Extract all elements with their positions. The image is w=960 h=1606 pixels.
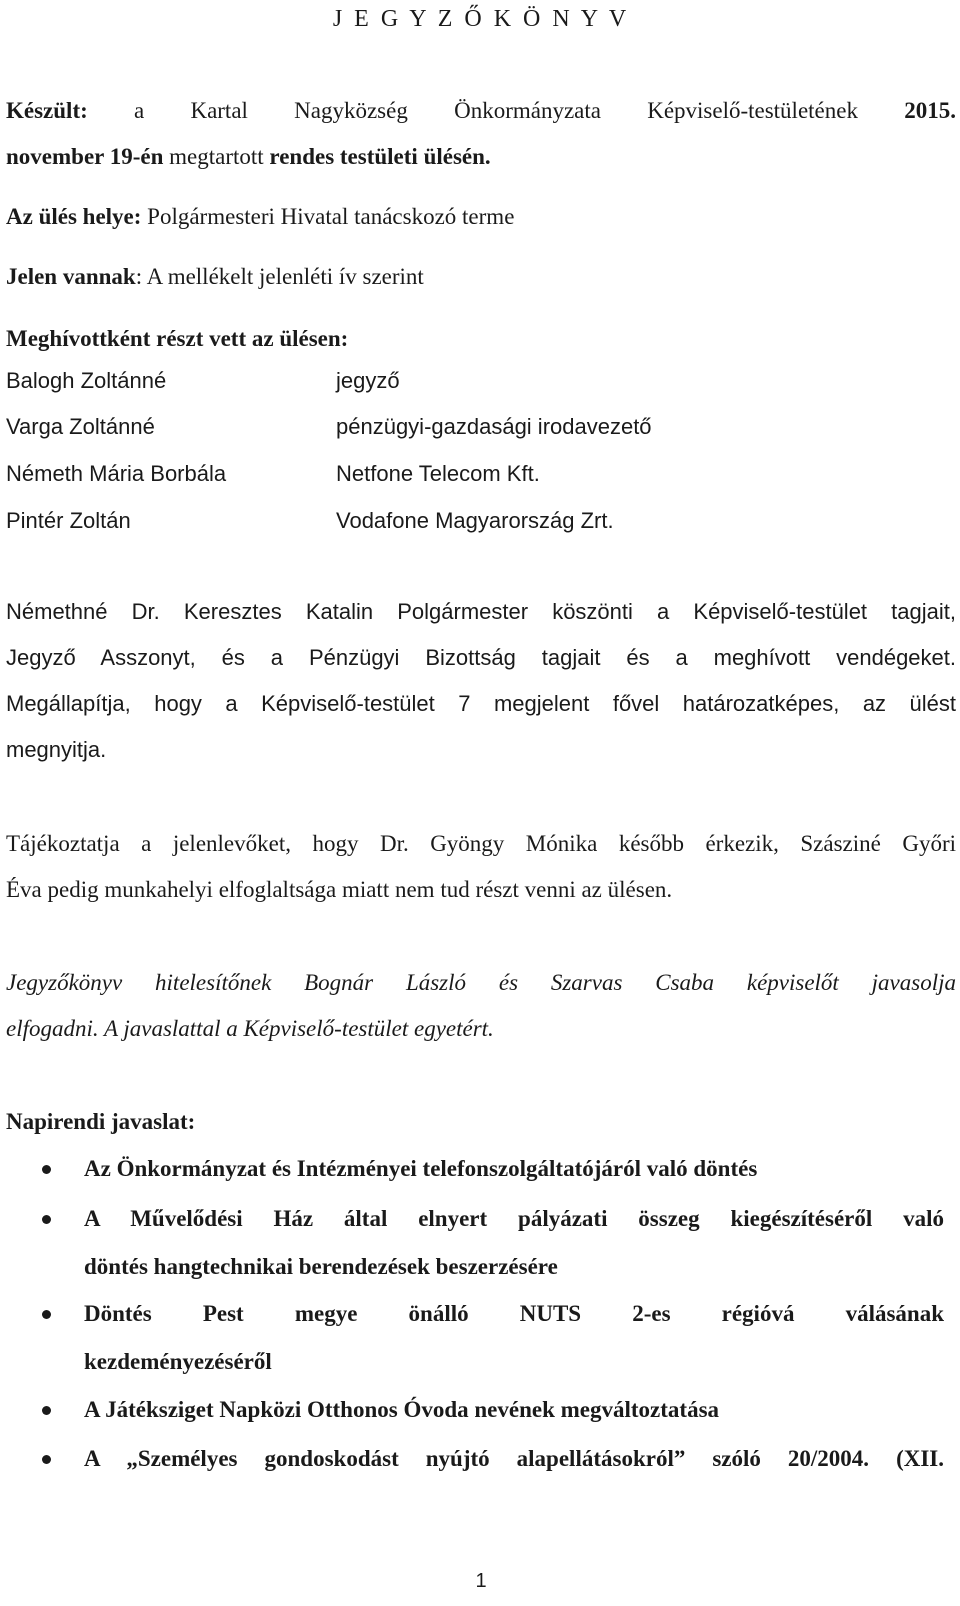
paragraph-line: Jegyzőkönyv hitelesítőnek Bognár László és Szarvas Csaba képviselőt javasolja [6, 970, 956, 995]
prepared-for-line [6, 94, 956, 128]
paragraph-line: Éva pedig munkahelyi elfoglaltsága miatt nem tud részt venni az ülésen. [6, 877, 673, 902]
prepared-word: Nagyközség [294, 98, 408, 123]
meeting-date: november 19-én [6, 144, 164, 169]
agenda-heading: Napirendi javaslat: [6, 1109, 196, 1134]
guest-role: Vodafone Magyarország Zrt. [336, 508, 614, 533]
agenda-item-text: Döntés Pest megye önálló NUTS 2-es régióvá válásának [84, 1301, 944, 1326]
bullet-icon [42, 1455, 51, 1464]
invited-heading: Meghívottként részt vett az ülésen: [6, 326, 349, 351]
guest-name: Varga Zoltánné [6, 414, 155, 439]
agenda-item-text: döntés hangtechnikai berendezések beszerzésére [84, 1254, 558, 1279]
prepared-word: a [134, 98, 145, 123]
agenda-item-text: A „Személyes gondoskodást nyújtó alapellátásokról” szóló 20/2004. (XII. [84, 1446, 944, 1471]
prepared-word: Kartal [190, 98, 248, 123]
agenda-item-text: kezdeményezéséről [84, 1349, 272, 1374]
meeting-location [6, 200, 956, 234]
bullet-icon [42, 1165, 51, 1174]
bullet-icon [42, 1406, 51, 1415]
paragraph-line: Jegyző Asszonyt, és a Pénzügyi Bizottság tagjait és a meghívott vendégeket. [6, 645, 956, 670]
prepared-year: 2015. [904, 98, 956, 123]
location-label: Az ülés helye: [6, 204, 142, 229]
prepared-word: Képviselő-testületének [647, 98, 858, 123]
paragraph-line: Tájékoztatja a jelenlevőket, hogy Dr. Gyöngy Mónika később érkezik, Szásziné Győri [6, 831, 956, 856]
absence-paragraph [6, 821, 956, 913]
meeting-type: rendes testületi ülésén. [269, 144, 491, 169]
prepared-word: Önkormányzata [454, 98, 601, 123]
paragraph-line: elfogadni. A javaslattal a Képviselő-testület egyetért. [6, 1016, 494, 1041]
paragraph-line: megnyitja. [6, 737, 107, 762]
guest-row [6, 508, 956, 538]
bullet-icon [42, 1215, 51, 1224]
document-title: J E G Y Z Ő K Ö N Y V [332, 6, 630, 32]
present-value: : A mellékelt jelenléti ív szerint [135, 264, 424, 289]
page-number: 1 [475, 1570, 487, 1592]
guest-name: Balogh Zoltánné [6, 368, 167, 393]
guest-role: pénzügyi-gazdasági irodavezető [336, 414, 652, 439]
authenticators-paragraph [6, 960, 956, 1052]
meeting-date-line [6, 140, 956, 174]
agenda-item-text: A Játéksziget Napközi Otthonos Óvoda nevének megváltoztatása [84, 1397, 720, 1422]
attendees [6, 260, 956, 294]
location-value: Polgármesteri Hivatal tanácskozó terme [141, 204, 515, 229]
prepared-label: Készült: [6, 98, 88, 123]
meeting-date-connector: megtartott [163, 144, 270, 169]
welcome-paragraph [6, 589, 956, 773]
agenda-item-text: A Művelődési Ház által elnyert pályázati összeg kiegészítéséről való [84, 1206, 944, 1231]
guest-name: Pintér Zoltán [6, 508, 131, 533]
guest-role: Netfone Telecom Kft. [336, 461, 540, 486]
guest-row [6, 461, 956, 491]
guest-row [6, 368, 956, 398]
present-label: Jelen vannak [6, 264, 136, 289]
guest-role: jegyző [336, 368, 400, 393]
guest-name: Németh Mária Borbála [6, 461, 227, 486]
paragraph-line: Némethné Dr. Keresztes Katalin Polgármester köszönti a Képviselő-testület tagjait, [6, 599, 956, 624]
paragraph-line: Megállapítja, hogy a Képviselő-testület 7 megjelent fővel határozatképes, az ülést [6, 691, 956, 716]
bullet-icon [42, 1310, 51, 1319]
guest-row [6, 414, 956, 444]
agenda-item-text: Az Önkormányzat és Intézményei telefonszolgáltatójáról való döntés [84, 1156, 758, 1181]
